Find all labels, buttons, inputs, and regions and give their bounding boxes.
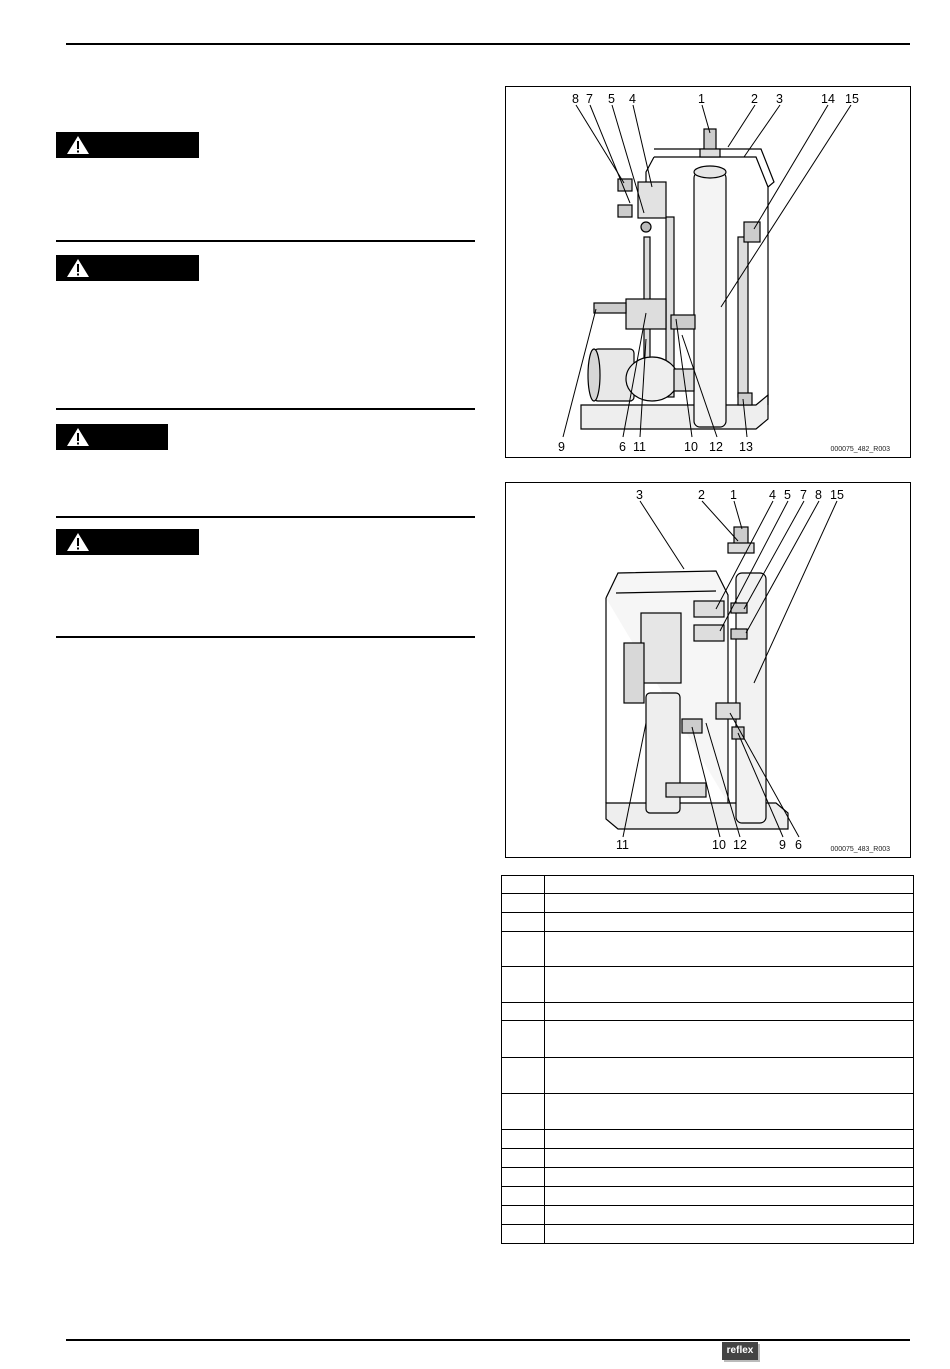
pump-unit-drawing xyxy=(506,87,910,457)
legend-num xyxy=(502,1021,545,1058)
pump-unit-drawing xyxy=(506,483,910,857)
legend-num xyxy=(502,1130,545,1149)
table-row xyxy=(502,1225,914,1244)
callout-label: 15 xyxy=(845,92,859,106)
legend-text xyxy=(545,1206,914,1225)
callout-label: 4 xyxy=(769,488,776,502)
legend-text xyxy=(545,967,914,1003)
callout-label: 5 xyxy=(784,488,791,502)
legend-num xyxy=(502,1058,545,1094)
legend-text xyxy=(545,1003,914,1021)
warning-badge xyxy=(56,529,199,555)
legend-text xyxy=(545,1094,914,1130)
table-row xyxy=(502,1058,914,1094)
callout-label: 13 xyxy=(739,440,753,454)
table-row xyxy=(502,1168,914,1187)
table-row xyxy=(502,876,914,894)
warning-triangle-icon xyxy=(66,427,90,447)
legend-num xyxy=(502,932,545,967)
table-row xyxy=(502,967,914,1003)
legend-num xyxy=(502,1168,545,1187)
legend-text xyxy=(545,1021,914,1058)
callout-label: 11 xyxy=(633,440,646,454)
table-row xyxy=(502,1094,914,1130)
legend-text xyxy=(545,894,914,913)
section-separator xyxy=(56,636,475,638)
figure-image-id: 000075_482_R003 xyxy=(830,446,890,453)
table-row xyxy=(502,1130,914,1149)
callout-label: 7 xyxy=(800,488,807,502)
callout-label: 2 xyxy=(751,92,758,106)
callout-label: 7 xyxy=(586,92,593,106)
section-separator xyxy=(56,408,475,410)
legend-num xyxy=(502,913,545,932)
legend-text xyxy=(545,1187,914,1206)
legend-num xyxy=(502,894,545,913)
table-row xyxy=(502,894,914,913)
warning-badge xyxy=(56,424,168,450)
callout-label: 5 xyxy=(608,92,615,106)
callout-label: 4 xyxy=(629,92,636,106)
legend-text xyxy=(545,1058,914,1094)
warning-triangle-icon xyxy=(66,532,90,552)
table-row xyxy=(502,1149,914,1168)
callout-label: 3 xyxy=(776,92,783,106)
legend-text xyxy=(545,1149,914,1168)
legend-table xyxy=(501,875,914,1244)
legend-num xyxy=(502,1003,545,1021)
table-row xyxy=(502,1021,914,1058)
brand-logo: reflex xyxy=(722,1342,758,1360)
legend-text xyxy=(545,1225,914,1244)
table-row xyxy=(502,1206,914,1225)
table-row xyxy=(502,1003,914,1021)
legend-num xyxy=(502,1225,545,1244)
callout-label: 6 xyxy=(619,440,626,454)
table-row xyxy=(502,913,914,932)
table-row xyxy=(502,932,914,967)
callout-label: 15 xyxy=(830,488,844,502)
legend-num xyxy=(502,1187,545,1206)
legend-num xyxy=(502,876,545,894)
table-row xyxy=(502,1187,914,1206)
legend-num xyxy=(502,967,545,1003)
legend-text xyxy=(545,876,914,894)
section-separator xyxy=(56,240,475,242)
section-separator xyxy=(56,516,475,518)
footer-rule xyxy=(66,1339,910,1341)
callout-label: 12 xyxy=(709,440,723,454)
warning-badge xyxy=(56,255,199,281)
callout-label: 6 xyxy=(795,838,802,852)
legend-text xyxy=(545,932,914,967)
header-rule xyxy=(66,43,910,45)
legend-num xyxy=(502,1149,545,1168)
callout-label: 12 xyxy=(733,838,747,852)
legend-num xyxy=(502,1094,545,1130)
callout-label: 8 xyxy=(572,92,579,106)
callout-label: 1 xyxy=(730,488,737,502)
callout-label: 1 xyxy=(698,92,705,106)
callout-label: 10 xyxy=(684,440,698,454)
callout-label: 11 xyxy=(616,838,629,852)
figure-pump-unit-front xyxy=(505,86,911,458)
callout-label: 9 xyxy=(558,440,565,454)
legend-text xyxy=(545,1130,914,1149)
warning-triangle-icon xyxy=(66,258,90,278)
callout-label: 3 xyxy=(636,488,643,502)
warning-triangle-icon xyxy=(66,135,90,155)
legend-num xyxy=(502,1206,545,1225)
warning-badge xyxy=(56,132,199,158)
callout-label: 9 xyxy=(779,838,786,852)
figure-pump-unit-rear xyxy=(505,482,911,858)
figure-image-id: 000075_483_R003 xyxy=(830,846,890,853)
callout-label: 14 xyxy=(821,92,835,106)
callout-label: 10 xyxy=(712,838,726,852)
callout-label: 2 xyxy=(698,488,705,502)
legend-text xyxy=(545,913,914,932)
legend-text xyxy=(545,1168,914,1187)
callout-label: 8 xyxy=(815,488,822,502)
